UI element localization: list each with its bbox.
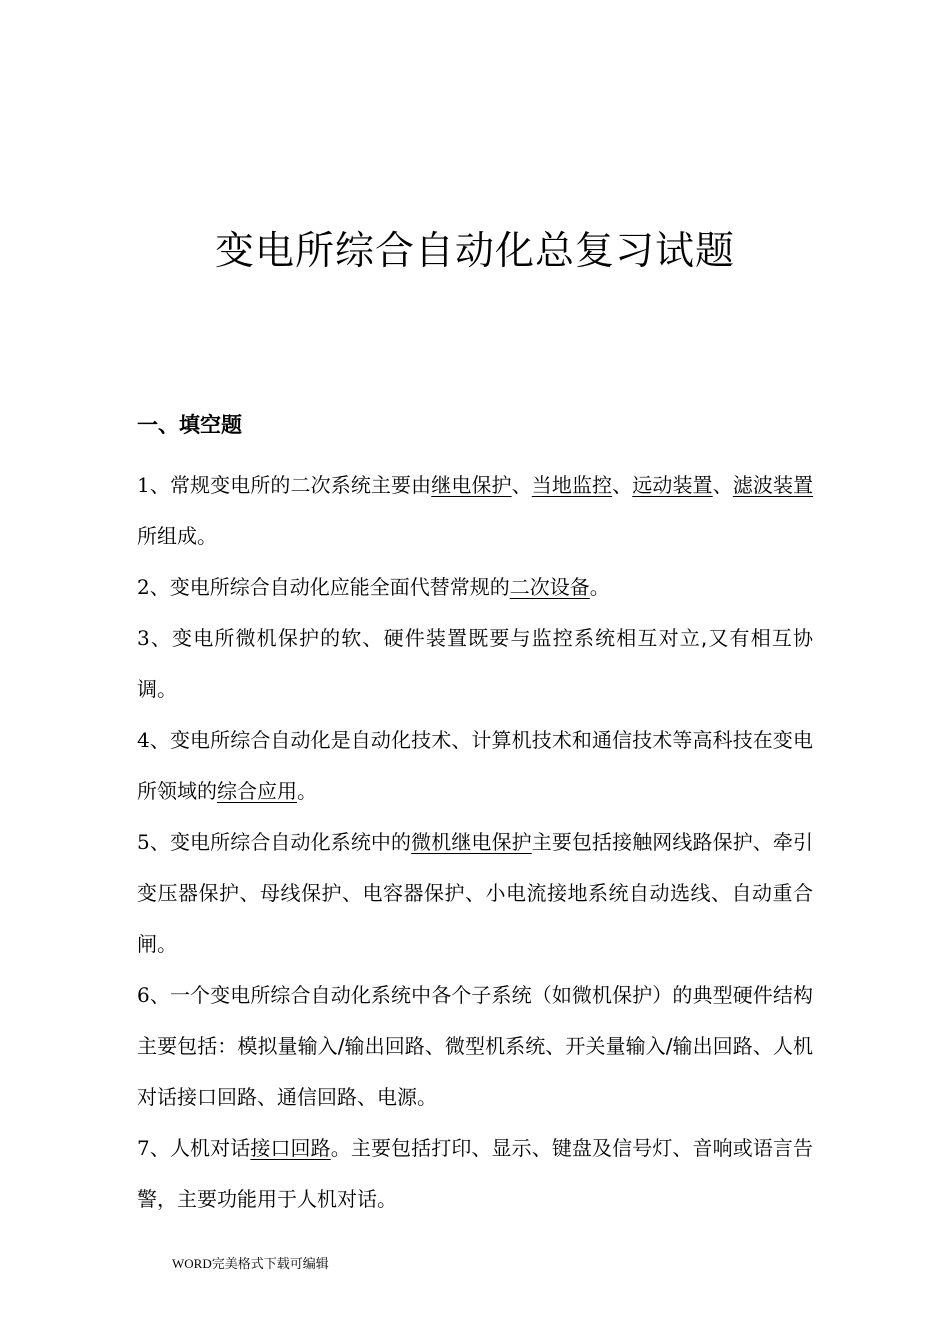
question-text: 人机对话 bbox=[169, 1136, 251, 1160]
question-separator: 、 bbox=[149, 728, 170, 752]
answer-blank: 二次设备 bbox=[509, 575, 590, 599]
question-separator: 、 bbox=[149, 830, 170, 854]
question-1 bbox=[137, 460, 813, 562]
question-separator: 、 bbox=[149, 626, 173, 650]
question-7 bbox=[137, 1123, 813, 1225]
question-2 bbox=[137, 562, 813, 613]
footer-note: WORD完美格式下载可编辑 bbox=[172, 1256, 329, 1271]
question-text: 变电所综合自动化是自动化技术、计算机技术和通信技术等高科技在变电所领域的 bbox=[137, 728, 814, 803]
question-text: 、 bbox=[511, 473, 532, 497]
question-separator: 、 bbox=[149, 575, 170, 599]
question-number: 6 bbox=[137, 983, 150, 1007]
question-list bbox=[137, 460, 813, 1225]
question-text: 常规变电所的二次系统主要由 bbox=[169, 473, 432, 497]
question-6 bbox=[137, 970, 813, 1123]
question-text: 主要包括接触网线路保护、牵引变压器保护、母线保护、电容器保护、小电流接地系统自动选线、自动重合闸。 bbox=[137, 830, 814, 956]
document-title: 变电所综合自动化总复习试题 bbox=[214, 229, 735, 274]
question-number: 2 bbox=[137, 575, 150, 599]
question-separator: 、 bbox=[149, 1136, 170, 1160]
answer-blank: 接口回路 bbox=[250, 1136, 331, 1160]
question-text: 一个变电所综合自动化系统中各个子系统（如微机保护）的典型硬件结构主要包括：模拟量输入/输出回路、微型机系统、开关量输入/输出回路、人机对话接口回路、通信回路、电源。 bbox=[137, 983, 814, 1109]
answer-blank: 综合应用 bbox=[217, 779, 297, 803]
question-4 bbox=[137, 715, 813, 817]
answer-blank: 当地监控 bbox=[531, 473, 613, 497]
question-3 bbox=[137, 613, 813, 715]
section-heading: 一、填空题 bbox=[137, 413, 242, 437]
question-text: 。 bbox=[297, 779, 317, 803]
question-text: 变电所综合自动化应能全面代替常规的 bbox=[169, 575, 510, 599]
answer-blank: 微机继电保护 bbox=[411, 830, 532, 854]
question-text: 变电所微机保护的软、硬件装置既要与监控系统相互对立,又有相互协调。 bbox=[137, 626, 814, 701]
question-number: 3 bbox=[137, 626, 150, 650]
answer-blank: 继电保护 bbox=[431, 473, 512, 497]
question-number: 5 bbox=[137, 830, 150, 854]
question-text: 、 bbox=[712, 473, 733, 497]
question-number: 7 bbox=[137, 1136, 150, 1160]
question-separator: 、 bbox=[149, 983, 170, 1007]
question-text: 变电所综合自动化系统中的 bbox=[169, 830, 412, 854]
question-text: 。 bbox=[589, 575, 610, 599]
question-number: 4 bbox=[137, 728, 150, 752]
question-text: 。主要包括打印、显示、键盘及信号灯、音响或语言告警，主要功能用于人机对话。 bbox=[137, 1136, 814, 1211]
question-text: 、 bbox=[612, 473, 633, 497]
question-number: 1 bbox=[137, 473, 150, 497]
question-text: 所组成。 bbox=[137, 524, 217, 548]
answer-blank: 滤波装置 bbox=[732, 473, 814, 497]
answer-blank: 远动装置 bbox=[632, 473, 713, 497]
question-separator: 、 bbox=[149, 473, 170, 497]
question-5 bbox=[137, 817, 813, 970]
